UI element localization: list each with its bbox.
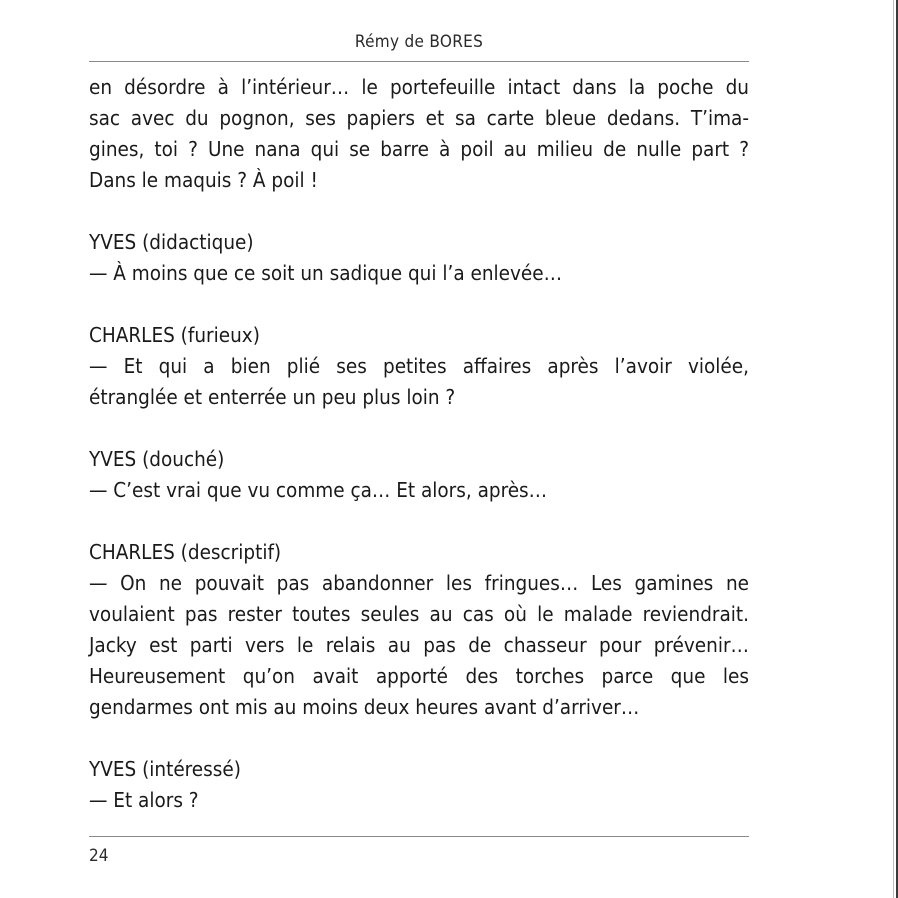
dialogue-line: — C’est vrai que vu comme ça… Et alors, après… — [89, 478, 548, 502]
running-header-author: Rémy de BORES — [354, 32, 484, 52]
footer-rule — [89, 836, 749, 837]
dialogue-line: Heureusement qu’on avait apporté des torches parce que les — [89, 664, 749, 688]
speaker-cue: YVES (douché) — [89, 447, 225, 471]
speaker-cue: YVES (intéressé) — [89, 757, 241, 781]
text-line: Dans le maquis ? À poil ! — [89, 168, 318, 192]
dialogue-line: Jacky est parti vers le relais au pas de chasseur pour prévenir… — [89, 633, 749, 657]
dialogue-line: — Et qui a bien plié ses petites affaires après l’avoir violée, — [89, 354, 749, 378]
dialogue-block — [89, 444, 749, 506]
page-edge-shadow — [893, 0, 894, 898]
dialogue-block — [89, 320, 749, 413]
page-body — [89, 72, 749, 847]
dialogue-line: — On ne pouvait pas abandonner les fringues… Les gamines ne — [89, 571, 749, 595]
dialogue-line: voulaient pas rester toutes seules au cas où le malade reviendrait. — [89, 602, 749, 626]
text-line: en désordre à l’intérieur… le portefeuille intact dans la poche du — [89, 75, 749, 99]
dialogue-block — [89, 754, 749, 816]
dialogue-line: gendarmes ont mis au moins deux heures avant d’arriver… — [89, 695, 640, 719]
dialogue-block — [89, 227, 749, 289]
text-line: sac avec du pognon, ses papiers et sa carte bleue dedans. T’ima- — [89, 106, 749, 130]
speaker-cue: CHARLES (furieux) — [89, 323, 260, 347]
dialogue-line: étranglée et enterrée un peu plus loin ? — [89, 385, 456, 409]
dialogue-block — [89, 537, 749, 723]
header-rule — [89, 61, 749, 62]
speaker-cue: YVES (didactique) — [89, 230, 254, 254]
speaker-cue: CHARLES (descriptif) — [89, 540, 282, 564]
page-number: 24 — [89, 846, 109, 866]
text-line: gines, toi ? Une nana qui se barre à poil au milieu de nulle part ? — [89, 137, 749, 161]
paragraph-narration — [89, 72, 749, 196]
dialogue-line: — À moins que ce soit un sadique qui l’a enlevée… — [89, 261, 563, 285]
dialogue-line: — Et alors ? — [89, 788, 199, 812]
